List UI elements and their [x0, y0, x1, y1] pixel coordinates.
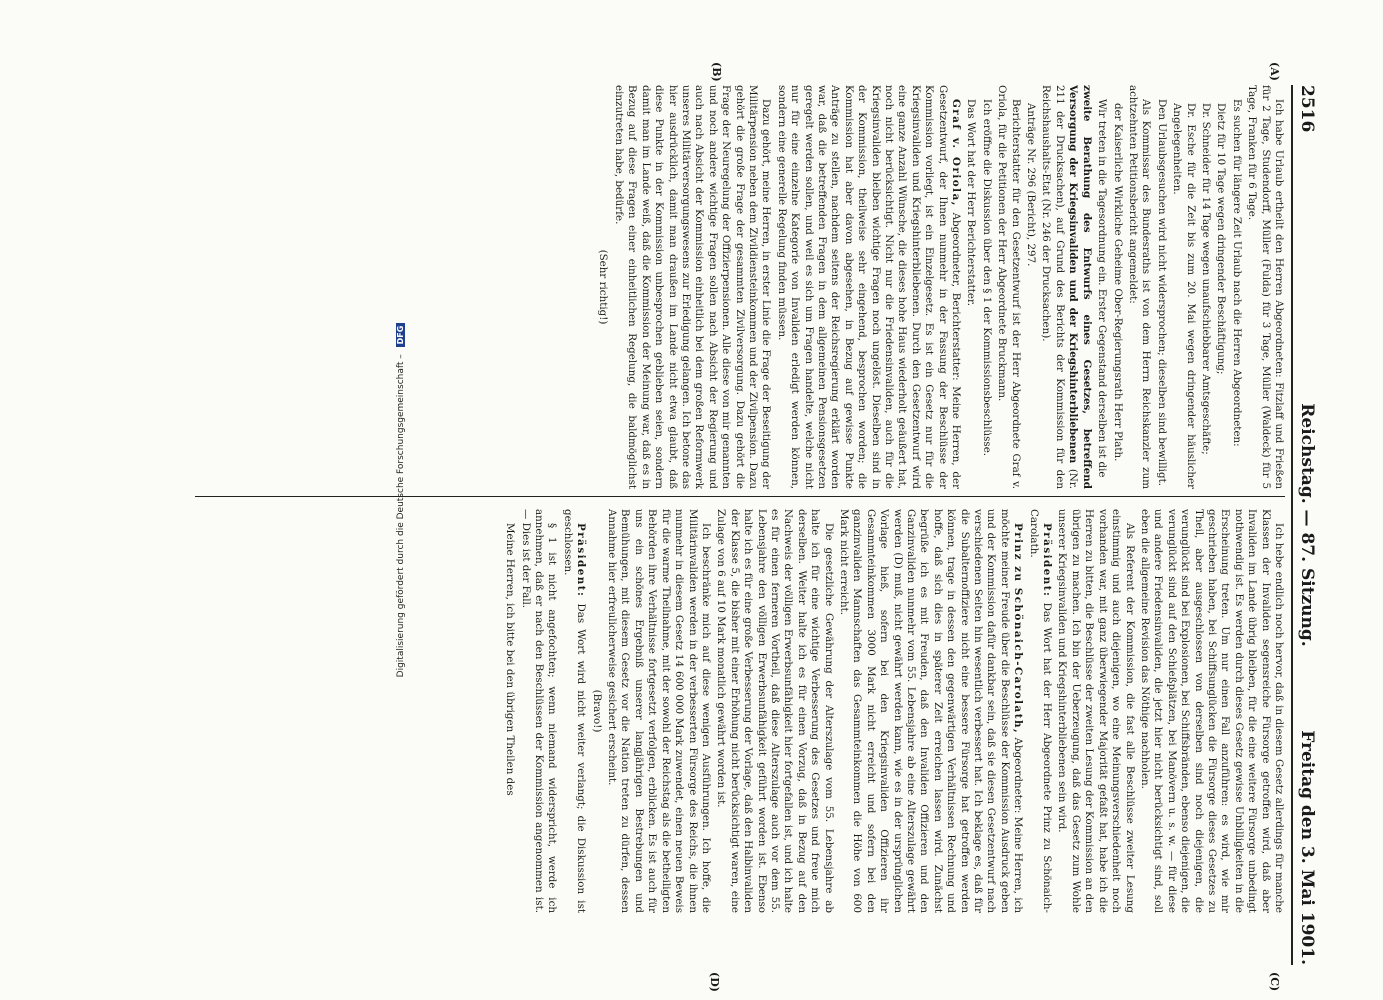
- page-number: 2516: [1297, 85, 1317, 133]
- speaker-name: Prinz zu Schönaich-Carolath,: [1012, 523, 1025, 735]
- dfg-logo-icon: DFG: [396, 323, 405, 348]
- column-divider: [195, 496, 1285, 497]
- paragraph: der Kaiserliche Wirkliche Geheime Ober-Regierungsrath Herr Plath.: [1111, 103, 1124, 462]
- speaker-name: Graf v. Oriola,: [950, 99, 963, 207]
- paragraph: Anträge Nr. 296 (Bericht), 297.: [1025, 103, 1038, 267]
- margin-marker-c: (C): [1268, 972, 1281, 992]
- paragraph: Ich habe Urlaub ertheilt den Herren Abgeordneten: Fitzlaff und Frießen für 2 Tage, Studendorff, Müller (Fulda) für 3 Tage, Müller (Waldeck) für 5 Tage, Franken für 6 Tage.: [1246, 85, 1285, 489]
- agenda-item-text: (Nr. 211 der Drucksachen), auf Grund des Berichts der Kommission für den Reichshaushalts-Etat (Nr. 246 der Drucksachen).: [1040, 85, 1080, 489]
- speech: [837, 509, 1025, 913]
- president-remark: [1026, 509, 1053, 913]
- paragraph: Dazu gehört, meine Herren, in erster Linie die Frage der Beseitigung der Militärpension neben dem Zivildiensteinkommen und der Zivilpension. Dazu gehört die große Frage der gesammten Zivilversorgung. Dazu gehört die Frage der Neuregelung der Offizierpensionen. Alle diese von mir genannten und noch andere wichtige Fragen sollen nach Absicht der Regierung und auch nach Absicht der Kommission einheitlich bei dem großen Reformwerk unseres Militärversorgungswesens zur Erledigung gelangen. Ich betone das hier ausdrücklich, damit man draußen im Lande nicht etwa glaubt, daß diese Punkte in der Kommission unbesprochen geblieben seien, sondern damit man im Lande weiß, daß die Kommission der Meinung war, daß es in Bezug auf diese Fragen einer einheitlichen Regelung, die baldmöglichst einzutreten habe, bedürfe.: [612, 85, 773, 489]
- paragraph: Als Referent der Kommission, die fast alle Beschlüsse zweiter Lesung einstimmig und auch diejenigen, wo eine Meinungsverschiedenheit noch vorhanden war, mit ganz überwiegender Majorität gefaßt hat, habe ich die Herren zu bitten, die Beschlüsse der zweiten Lesung der Kommission an den übrigen zu machen. Ich bin der Ueberzeugung, daß das Gesetz zum Wohle unserer Kriegsinvaliden und Kriegshinterbliebenen sein wird.: [1056, 509, 1136, 913]
- remark-text: Das Wort wird nicht weiter verlangt; die Diskussion ist geschlossen.: [561, 509, 588, 913]
- paragraph: Ich hebe endlich noch hervor, daß in diesem Gesetz allerdings für manche Klassen der Invaliden segensreiche Fürsorge getroffen wird, daß aber Invaliden im Lande übrig bleiben, für die eine weitere Fürsorge unbedingt nothwendig ist. Es werden durch dieses Gesetz gewisse Unbilligkeiten in die Erscheinung treten. Um nur einen Fall anzuführen: es wird, wie mir geschrieben haben, bei Schiffsunglücken die Fürsorge dieses Gesetzes zu Theil, aber ausgeschlossen von derselben sind noch diejenigen, die verunglückt sind bei Explosionen, bei Schiffsbränden, ebenso diejenigen, die verunglückt sind auf den Schießplätzen, bei Manövern u. s. w. — für diese und andere Friedensinvaliden, die jetzt hier nicht berücksichtigt sind, soll eben die allgemeine Revision das Nöthige nachholen.: [1138, 509, 1285, 913]
- paragraph: Als Kommissar des Bundesraths ist von dem Herrn Reichskanzler zum achtzehnten Petitionsbericht angemeldet:: [1126, 85, 1153, 489]
- session-date: Freitag den 3. Mai 1901.: [1297, 730, 1317, 965]
- left-column: [195, 85, 1285, 489]
- right-column: [195, 509, 1285, 913]
- paragraph: § 1 ist nicht angefochten; wenn niemand widerspricht, werde ich annehmen, daß er nach den Beschlüssen der Kommission angenommen ist. — Dies ist der Fall.: [519, 509, 559, 913]
- paragraph: Es suchen für längere Zeit Urlaub nach die Herren Abgeordneten:: [1230, 99, 1243, 447]
- margin-marker-a: (A): [1268, 62, 1281, 81]
- digitization-credit: [396, 0, 406, 1000]
- paragraph: Meine Herren, ich bitte bei den übrigen Theilen des: [504, 523, 517, 796]
- agenda-item-title: zweite Berathung des Entwurfs eines Gesetzes, betreffend Versorgung der Kriegsinvaliden und der Kriegshinterbliebenen: [1067, 85, 1093, 489]
- interjection: (Bravo!): [590, 689, 603, 733]
- paragraph: Wir treten in die Tagesordnung ein. Erster Gegenstand derselben ist die: [1096, 99, 1109, 478]
- page-header: [1291, 85, 1321, 965]
- paragraph: Den Urlaubsgesuchen wird nicht widersprochen; dieselben sind bewilligt.: [1155, 99, 1168, 486]
- paragraph: Dr. Schneider für 14 Tage wegen unaufschiebbarer Amtsgeschäfte;: [1199, 103, 1212, 455]
- president-label: Präsident:: [1041, 523, 1054, 598]
- paragraph: Das Wort hat der Herr Berichterstatter.: [965, 99, 978, 307]
- margin-marker-d: (D): [708, 972, 721, 992]
- paragraph: Ich eröffne die Diskussion über den § 1 der Kommissionsbeschlüsse.: [980, 99, 993, 457]
- president-label: Präsident:: [575, 523, 588, 598]
- session-title: Reichstag. — 87. Sitzung.: [1297, 403, 1317, 647]
- paragraph: Ich beschränke mich auf diese wenigen Ausführungen. Ich hoffe, die Militärinvaliden werden in der verbesserten Fürsorge des Reichs, die ihnen nunmehr in diesem Gesetz 14 600 000 Mark zuwendet, einen neuen Beweis für die warme Theilnahme, mit der sowohl der Reichstag als die betheiligten Behörden ihre Verhältnisse fortgesetzt verfolgen, erblicken. Es ist auch für uns ein schönes Ergebniß unserer langjährigen Bestrebungen und Bemühungen, mit diesem Gesetz vor die Nation treten zu dürfen, dessen Annahme hier erfreulicherweise gesichert erscheint.: [606, 509, 712, 913]
- paragraph: Die gesetzliche Gewährung der Alterszulage vom 55. Lebensjahre ab halte ich für eine wichtige Verbesserung des Gesetzes und freue mich derselben. Weiter halte ich es für einen Vorzug, daß in Bezug auf den Nachweis der völligen Erwerbsunfähigkeit hier fortgefallen ist, und ich halte es für einen ferneren Vortheil, daß diese Alterszulage auch vor dem 55. Lebensjahre den völligen Erwerbsunfähigkeit geführt worden ist. Ebenso halte ich es für eine große Verbesserung der Vorlage, daß den Halbinvaliden der Klasse 5, die bisher mit einer Erhöhung nicht berücksichtigt waren, eine Zulage von 6 auf 10 Mark monatlich gewährt worden ist.: [715, 509, 835, 913]
- speech: [774, 85, 962, 489]
- interjection: (Sehr richtig!): [597, 249, 610, 325]
- credit-text: Digitalisierung gefördert durch die Deutsche Forschungsgemeinschaft –: [396, 354, 406, 678]
- remark-text: Das Wort hat der Herr Abgeordnete Prinz zu Schönaich-Carolath.: [1027, 509, 1054, 913]
- paragraph: [1039, 85, 1093, 489]
- paragraph: Berichterstatter für den Gesetzentwurf ist der Herr Abgeordnete Graf v. Oriola, für die Petitionen der Herr Abgeordnete Bruckmann.: [996, 85, 1022, 489]
- president-remark: [560, 509, 587, 913]
- speech-text: Abgeordneter: Meine Herren, ich möchte meiner Freude über die Beschlüsse der Kommission Ausdruck geben und der Kommission dafür dankbar sein, daß sie diesen Gesetzentwurf nach verschiedenen Seiten hin wesentlich verbessert hat. Ich beklage es, daß für die Subalternoffiziere nicht eine bessere Fürsorge hat getroffen werden können, trage in dessen den gegenwärtigen Verhältnissen Rechnung und hoffe, daß sich dies in späterer Zeit erreichen lassen wird. Zunächst begrüße ich es mit Freuden, daß den Invaliden Offizieren und den Ganzinvaliden nunmehr vom 55. Lebensjahre ab eine Alterszulage gewährt werden (D) muß, nicht gewährt werden kann, wie es in der ursprünglichen Vorlage hieß, sofern bei den Kriegsinvaliden Offizieren ihr Gesammteinkommen 3000 Mark nicht erreicht und sofern bei den ganzinvaliden Mannschaften das Gesammteinkommen die Höhe von 600 Mark nicht erreicht.: [838, 509, 1025, 913]
- paragraph: Dr. Esche für die Zeit bis zum 20. Mai wegen dringender häuslicher Angelegenheiten.: [1171, 103, 1197, 489]
- paragraph: Dietz für 10 Tage wegen dringender Beschäftigung;: [1215, 103, 1228, 375]
- speech-text: Abgeordneter, Berichterstatter: Meine Herren, der Gesetzentwurf, der Ihnen nunmehr in der Fassung der Beschlüsse der Kommission vorliegt, ist ein Einzelgesetz. Es ist ein Gesetz nur für die Kriegsinvaliden und Kriegshinterbliebenen. Durch den Gesetzentwurf wird eine ganze Anzahl Wünsche, die dieses hohe Haus wiederholt geäußert hat, noch nicht berücksichtigt. Nicht nur die Friedensinvaliden, auch für die Kriegsinvaliden bleiben wichtige Fragen noch ungelöst. Dieselben sind in der Kommission, theilweise sehr eingehend, besprochen worden; die Kommission hat aber davon abgesehen, in Bezug auf gewisse Punkte Anträge zu stellen, nachdem seitens der Reichsregierung erklärt worden war, daß die betreffenden Fragen in dem allgemeinen Pensionsgesetzen geregelt werden sollen, und weil es sich um Fragen handelte, welche nicht nur für eine einzelne Kategorie von Invaliden erledigt werden können, sondern eine generelle Regelung finden müssen.: [775, 85, 963, 489]
- margin-marker-b: (B): [710, 62, 723, 82]
